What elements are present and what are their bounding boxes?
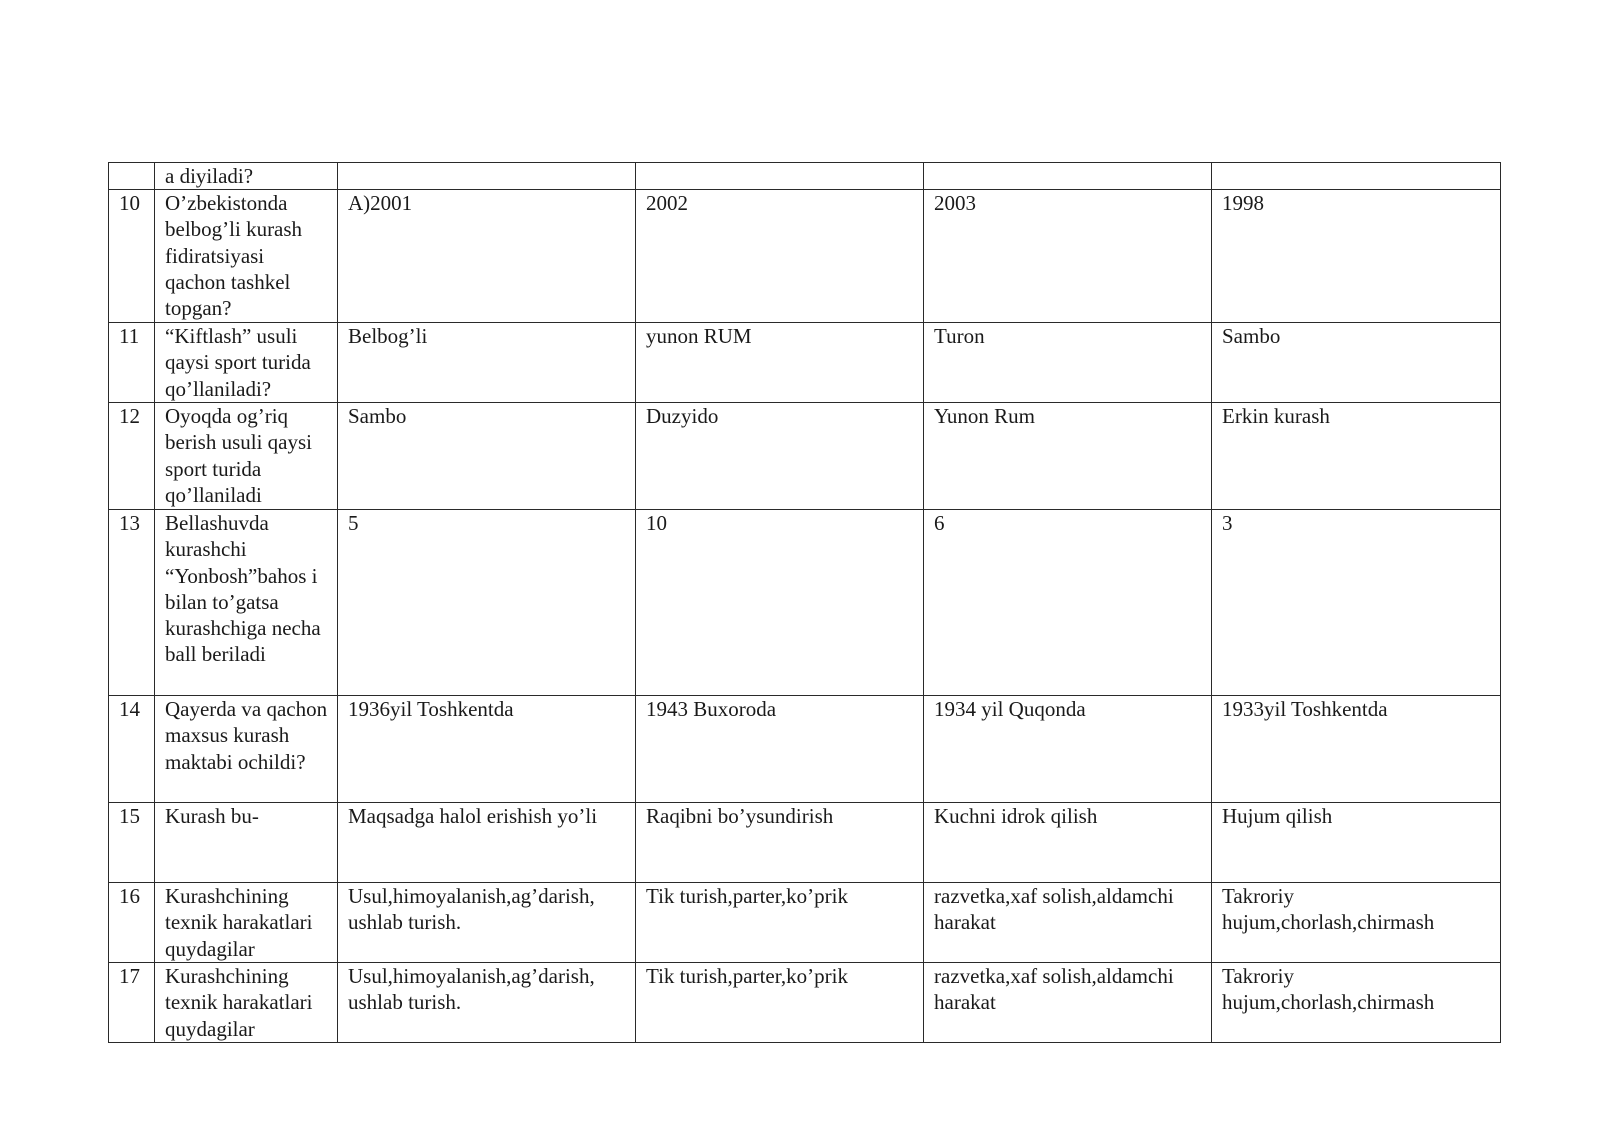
question-cell: Kurashchining texnik harakatlari quydagilar: [155, 963, 338, 1043]
table-row: [109, 696, 1501, 803]
option-a-cell: 5: [338, 510, 636, 696]
table-row: [109, 963, 1501, 1043]
row-number: 16: [109, 883, 155, 963]
option-b-cell: 2002: [636, 190, 924, 323]
option-c-cell: Turon: [924, 323, 1212, 403]
option-c-cell: 2003: [924, 190, 1212, 323]
option-d-cell: 1998: [1212, 190, 1501, 323]
option-d-cell: 3: [1212, 510, 1501, 696]
question-cell: Kurashchining texnik harakatlari quydagilar: [155, 883, 338, 963]
option-c-cell: razvetka,xaf solish,aldamchi harakat: [924, 883, 1212, 963]
question-cell: O’zbekistonda belbog’li kurash fidiratsiyasi qachon tashkel topgan?: [155, 190, 338, 323]
option-a-cell: Belbog’li: [338, 323, 636, 403]
option-a-cell: [338, 163, 636, 190]
option-c-cell: razvetka,xaf solish,aldamchi harakat: [924, 963, 1212, 1043]
option-b-cell: yunon RUM: [636, 323, 924, 403]
option-d-cell: Hujum qilish: [1212, 803, 1501, 883]
option-a-cell: A)2001: [338, 190, 636, 323]
option-c-cell: [924, 163, 1212, 190]
option-c-cell: 6: [924, 510, 1212, 696]
option-b-cell: [636, 163, 924, 190]
question-cell: a diyiladi?: [155, 163, 338, 190]
option-c-cell: 1934 yil Quqonda: [924, 696, 1212, 803]
row-number: 11: [109, 323, 155, 403]
question-cell: Qayerda va qachon maxsus kurash maktabi ochildi?: [155, 696, 338, 803]
option-d-cell: Sambo: [1212, 323, 1501, 403]
option-c-cell: Yunon Rum: [924, 403, 1212, 510]
row-number: 14: [109, 696, 155, 803]
option-d-cell: Takroriy hujum,chorlash,chirmash: [1212, 963, 1501, 1043]
table-row: [109, 190, 1501, 323]
table-row: [109, 163, 1501, 190]
question-cell: “Kiftlash” usuli qaysi sport turida qo’llaniladi?: [155, 323, 338, 403]
row-number: 13: [109, 510, 155, 696]
row-number: 10: [109, 190, 155, 323]
table-row: [109, 883, 1501, 963]
option-c-cell: Kuchni idrok qilish: [924, 803, 1212, 883]
quiz-table: [108, 162, 1501, 1043]
option-a-cell: Usul,himoyalanish,ag’darish, ushlab turish.: [338, 963, 636, 1043]
row-number: 17: [109, 963, 155, 1043]
table-row: [109, 323, 1501, 403]
table-row: [109, 803, 1501, 883]
row-number: 15: [109, 803, 155, 883]
option-b-cell: 1943 Buxoroda: [636, 696, 924, 803]
option-b-cell: Tik turish,parter,ko’prik: [636, 963, 924, 1043]
option-b-cell: Raqibni bo’ysundirish: [636, 803, 924, 883]
question-cell: Oyoqda og’riq berish usuli qaysi sport turida qo’llaniladi: [155, 403, 338, 510]
row-number: 12: [109, 403, 155, 510]
option-d-cell: [1212, 163, 1501, 190]
option-a-cell: 1936yil Toshkentda: [338, 696, 636, 803]
question-cell: Kurash bu-: [155, 803, 338, 883]
option-d-cell: Erkin kurash: [1212, 403, 1501, 510]
option-d-cell: Takroriy hujum,chorlash,chirmash: [1212, 883, 1501, 963]
table-row: [109, 510, 1501, 696]
question-cell: Bellashuvda kurashchi “Yonbosh”bahos i bilan to’gatsa kurashchiga necha ball beriladi: [155, 510, 338, 696]
option-a-cell: Maqsadga halol erishish yo’li: [338, 803, 636, 883]
option-d-cell: 1933yil Toshkentda: [1212, 696, 1501, 803]
row-number: [109, 163, 155, 190]
option-b-cell: Tik turish,parter,ko’prik: [636, 883, 924, 963]
table-row: [109, 403, 1501, 510]
option-a-cell: Usul,himoyalanish,ag’darish, ushlab turish.: [338, 883, 636, 963]
option-a-cell: Sambo: [338, 403, 636, 510]
option-b-cell: 10: [636, 510, 924, 696]
option-b-cell: Duzyido: [636, 403, 924, 510]
